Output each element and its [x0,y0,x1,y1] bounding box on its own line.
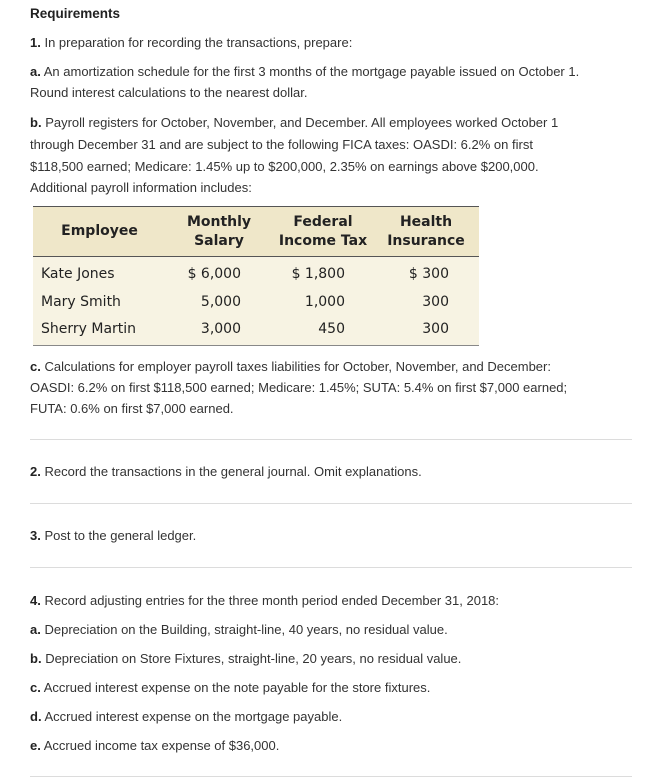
req1a-text-2: Round interest calculations to the nearest dollar. [30,85,308,100]
req1c-text-2: OASDI: 6.2% on first $118,500 earned; Medicare: 1.45%; SUTA: 5.4% on first $7,000 earned; [30,380,568,395]
req3-number: 3. [30,528,41,543]
header-employee: Employee [61,223,138,239]
req1b-text-1: Payroll registers for October, November, and December. All employees worked October 1 [45,115,559,130]
req1b-letter: b. [30,115,42,130]
req1-text: In preparation for recording the transactions, prepare: [44,35,353,50]
req4a-letter: a. [30,622,41,637]
row1-tax: $ 1,800 [291,266,345,282]
req4d-text: Accrued interest expense on the mortgage payable. [44,709,343,724]
row3-insurance: 300 [422,321,449,337]
req2-line [30,462,422,482]
header-health-insurance [383,213,469,251]
header-monthly-line1: Monthly [186,214,252,230]
payroll-table-body [33,257,479,346]
req4e-letter: e. [30,738,41,753]
req3-line [30,526,196,546]
req1b-line1 [30,113,558,133]
row2-employee: Mary Smith [41,294,121,310]
divider [30,503,632,504]
header-monthly-salary [175,213,263,251]
req4c-letter: c. [30,680,41,695]
req4c-text: Accrued interest expense on the note payable for the store fixtures. [43,680,431,695]
header-federal-line1: Federal [293,214,353,230]
req4a-text: Depreciation on the Building, straight-line, 40 years, no residual value. [44,622,448,637]
req1b-text-3: $118,500 earned; Medicare: 1.45% up to $200,000, 2.35% on earnings above $200,000. [30,159,539,174]
req1c-text-3: FUTA: 0.6% on first $7,000 earned. [30,401,234,416]
req1-line [30,33,352,53]
row1-insurance: $ 300 [408,266,449,282]
payroll-table [33,206,479,346]
req1a-text-1: An amortization schedule for the first 3 months of the mortgage payable issued on October 1. [43,64,580,79]
row3-employee: Sherry Martin [41,321,137,337]
header-federal-line2: Income Tax [278,233,368,249]
req2-number: 2. [30,464,41,479]
req4-number: 4. [30,593,41,608]
req4d-line [30,707,342,727]
req4d-letter: d. [30,709,42,724]
row2-tax: 1,000 [304,294,345,310]
req1a-letter: a. [30,64,41,79]
row3-tax: 450 [318,321,345,337]
requirements-heading: Requirements [30,6,121,21]
req1c-text-1: Calculations for employer payroll taxes liabilities for October, November, and December: [44,359,551,374]
header-health-line1: Health [399,214,453,230]
req2-text: Record the transactions in the general journal. Omit explanations. [44,464,422,479]
divider [30,776,632,777]
payroll-table-header [33,206,479,257]
req1-number: 1. [30,35,41,50]
req4b-line [30,649,461,669]
req4b-letter: b. [30,651,42,666]
divider [30,439,632,440]
req4-text: Record adjusting entries for the three month period ended December 31, 2018: [44,593,500,608]
req1b-text-2: through December 31 and are subject to the following FICA taxes: OASDI: 6.2% on first [30,137,533,152]
req4-line [30,591,499,611]
req1c-letter: c. [30,359,41,374]
row1-salary: $ 6,000 [187,266,241,282]
header-federal-income-tax [273,213,373,251]
req1b-text-4: Additional payroll information includes: [30,180,252,195]
req4c-line [30,678,430,698]
row2-salary: 5,000 [200,294,241,310]
req4b-text: Depreciation on Store Fixtures, straight-line, 20 years, no residual value. [45,651,462,666]
row2-insurance: 300 [422,294,449,310]
req4e-text: Accrued income tax expense of $36,000. [43,738,280,753]
req3-text: Post to the general ledger. [44,528,197,543]
header-monthly-line2: Salary [194,233,244,249]
req1c-line1 [30,357,551,377]
header-health-line2: Insurance [387,233,465,249]
row1-employee: Kate Jones [41,266,115,282]
divider [30,567,632,568]
req1a-line1 [30,62,579,82]
req4a-line [30,620,448,640]
row3-salary: 3,000 [200,321,241,337]
req4e-line [30,736,279,756]
